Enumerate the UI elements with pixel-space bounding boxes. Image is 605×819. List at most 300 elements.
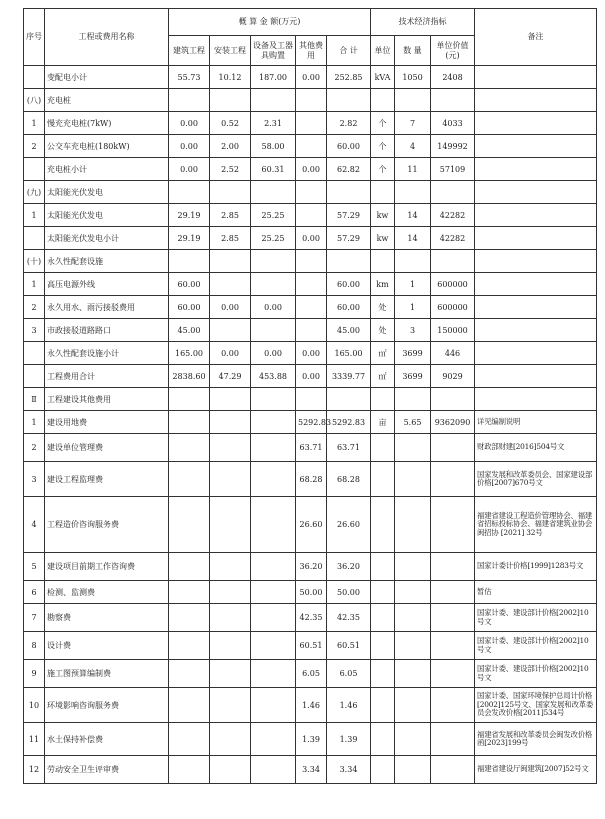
cell-total: 50.00 <box>327 581 371 604</box>
cell-total <box>327 181 371 204</box>
cell-other: 63.71 <box>296 434 327 462</box>
cell-qty <box>395 660 431 688</box>
cell-construction <box>169 660 210 688</box>
cell-name: 太阳能光伏发电 <box>45 181 169 204</box>
cell-unit-price: 600000 <box>431 296 475 319</box>
cell-qty <box>395 388 431 411</box>
cell-unit-price <box>431 553 475 581</box>
cell-seq: 1 <box>24 411 45 434</box>
cell-unit <box>371 688 395 723</box>
cell-name: 充电桩小计 <box>45 158 169 181</box>
cell-seq: 6 <box>24 581 45 604</box>
cell-remark: 福建省建设工程造价管理协会、福建省招标投标协会、福建省建筑业协会 闽招协 [2021] 32号 <box>475 497 597 553</box>
table-row <box>24 632 597 660</box>
cell-other <box>296 250 327 273</box>
cell-name: 慢充充电桩(7kW) <box>45 112 169 135</box>
cell-name: 建设工程监理费 <box>45 462 169 497</box>
cell-name: 永久性配套设施小计 <box>45 342 169 365</box>
cell-total: 68.28 <box>327 462 371 497</box>
cell-qty: 11 <box>395 158 431 181</box>
cell-qty <box>395 632 431 660</box>
cell-construction <box>169 581 210 604</box>
cell-construction <box>169 434 210 462</box>
cell-other <box>296 204 327 227</box>
cell-seq <box>24 66 45 89</box>
cell-equipment <box>251 89 296 112</box>
cell-unit <box>371 388 395 411</box>
cell-unit-price <box>431 660 475 688</box>
cell-installation <box>210 462 251 497</box>
cell-qty <box>395 497 431 553</box>
table-row <box>24 89 597 112</box>
cell-remark: 国家发展和改革委员会、国家建设部价格[2007]670号文 <box>475 462 597 497</box>
cell-name: 公交车充电桩(180kW) <box>45 135 169 158</box>
cell-name: 工程造价咨询服务费 <box>45 497 169 553</box>
cell-unit <box>371 756 395 784</box>
cell-equipment: 2.31 <box>251 112 296 135</box>
cell-qty <box>395 89 431 112</box>
cell-remark: 国家计委、国家环境保护总局计价格[2002]125号文、国家发展和改革委员会发改价格[2011]534号 <box>475 688 597 723</box>
cell-other <box>296 273 327 296</box>
cell-unit: kw <box>371 227 395 250</box>
cell-remark <box>475 227 597 250</box>
cell-remark <box>475 342 597 365</box>
table-row <box>24 660 597 688</box>
cell-qty <box>395 462 431 497</box>
cell-unit <box>371 89 395 112</box>
table-row <box>24 688 597 723</box>
cell-qty <box>395 181 431 204</box>
cell-total: 60.00 <box>327 135 371 158</box>
cell-seq: 2 <box>24 296 45 319</box>
cell-seq: (十) <box>24 250 45 273</box>
cell-equipment: 25.25 <box>251 227 296 250</box>
cell-qty: 5.65 <box>395 411 431 434</box>
header-name: 工程或费用名称 <box>45 9 169 66</box>
cell-equipment <box>251 497 296 553</box>
cell-installation <box>210 273 251 296</box>
cell-equipment <box>251 632 296 660</box>
cell-total: 26.60 <box>327 497 371 553</box>
cell-installation: 0.52 <box>210 112 251 135</box>
cell-unit: kw <box>371 204 395 227</box>
cell-remark <box>475 158 597 181</box>
cell-name: 工程建设其他费用 <box>45 388 169 411</box>
cell-unit-price <box>431 688 475 723</box>
cell-seq: 1 <box>24 112 45 135</box>
cell-seq: 1 <box>24 204 45 227</box>
cell-unit-price <box>431 581 475 604</box>
cell-construction <box>169 462 210 497</box>
cell-other <box>296 112 327 135</box>
cell-name: 市政接驳道路路口 <box>45 319 169 342</box>
cell-construction <box>169 688 210 723</box>
cell-installation <box>210 604 251 632</box>
cell-seq: 9 <box>24 660 45 688</box>
header-construction: 建筑工程 <box>169 36 210 66</box>
table-row <box>24 296 597 319</box>
cell-unit-price <box>431 462 475 497</box>
cell-remark <box>475 181 597 204</box>
cell-name: 太阳能光伏发电小计 <box>45 227 169 250</box>
cell-unit <box>371 660 395 688</box>
cell-seq: 5 <box>24 553 45 581</box>
cell-remark: 国家计委计价格[1999]1283号文 <box>475 553 597 581</box>
cell-name: 施工图预算编制费 <box>45 660 169 688</box>
cell-installation <box>210 319 251 342</box>
cell-other: 0.00 <box>296 365 327 388</box>
cell-installation <box>210 632 251 660</box>
cell-qty <box>395 553 431 581</box>
cell-qty: 1 <box>395 273 431 296</box>
cell-name: 勘察费 <box>45 604 169 632</box>
cell-equipment <box>251 434 296 462</box>
cell-unit-price: 149992 <box>431 135 475 158</box>
cell-other <box>296 388 327 411</box>
table-body <box>24 66 597 784</box>
header-other: 其他费用 <box>296 36 327 66</box>
table-row <box>24 388 597 411</box>
cell-total: 60.51 <box>327 632 371 660</box>
cell-installation <box>210 553 251 581</box>
cell-total: 42.35 <box>327 604 371 632</box>
cell-construction <box>169 756 210 784</box>
cell-name: 建设项目前期工作咨询费 <box>45 553 169 581</box>
header-unit: 单位 <box>371 36 395 66</box>
cell-total: 2.82 <box>327 112 371 135</box>
cell-installation <box>210 411 251 434</box>
cell-total: 1.46 <box>327 688 371 723</box>
cell-installation: 2.85 <box>210 227 251 250</box>
cell-unit <box>371 604 395 632</box>
cell-qty: 14 <box>395 227 431 250</box>
cell-total: 3.34 <box>327 756 371 784</box>
cell-unit-price: 42282 <box>431 204 475 227</box>
cell-qty <box>395 581 431 604</box>
cell-installation <box>210 89 251 112</box>
cell-construction: 0.00 <box>169 158 210 181</box>
cell-other: 1.39 <box>296 723 327 756</box>
cell-remark: 福建省发展和改革委员会闽发改价格函[2023]199号 <box>475 723 597 756</box>
cell-seq: 4 <box>24 497 45 553</box>
table-row <box>24 319 597 342</box>
cell-total: 1.39 <box>327 723 371 756</box>
cell-unit <box>371 434 395 462</box>
cell-other <box>296 181 327 204</box>
cell-equipment <box>251 411 296 434</box>
cell-other: 42.35 <box>296 604 327 632</box>
table-row <box>24 181 597 204</box>
header-equipment: 设备及工器具购置 <box>251 36 296 66</box>
cell-remark <box>475 388 597 411</box>
cell-installation <box>210 497 251 553</box>
cell-unit-price <box>431 723 475 756</box>
cell-equipment: 0.00 <box>251 296 296 319</box>
cell-equipment <box>251 181 296 204</box>
cell-unit <box>371 181 395 204</box>
cell-installation <box>210 688 251 723</box>
cell-qty: 1 <box>395 296 431 319</box>
cell-construction <box>169 604 210 632</box>
cell-unit-price <box>431 756 475 784</box>
cell-equipment <box>251 581 296 604</box>
header-unit-price: 单位价值(元) <box>431 36 475 66</box>
cell-seq: 1 <box>24 273 45 296</box>
cell-unit-price <box>431 632 475 660</box>
table-row <box>24 411 597 434</box>
cell-name: 永久用水、雨污接驳费用 <box>45 296 169 319</box>
cell-unit <box>371 250 395 273</box>
cell-unit <box>371 723 395 756</box>
cell-installation: 2.85 <box>210 204 251 227</box>
table-row <box>24 604 597 632</box>
table-row <box>24 66 597 89</box>
cell-equipment: 25.25 <box>251 204 296 227</box>
cell-installation <box>210 660 251 688</box>
cell-unit-price <box>431 89 475 112</box>
cell-unit <box>371 553 395 581</box>
table-row <box>24 158 597 181</box>
cell-installation: 10.12 <box>210 66 251 89</box>
cell-name: 高压电源外线 <box>45 273 169 296</box>
cell-unit: 个 <box>371 112 395 135</box>
cell-name: 工程费用合计 <box>45 365 169 388</box>
cell-seq: (九) <box>24 181 45 204</box>
cell-unit-price: 9029 <box>431 365 475 388</box>
cell-unit: 处 <box>371 319 395 342</box>
cell-name: 永久性配套设施 <box>45 250 169 273</box>
cell-seq <box>24 365 45 388</box>
cell-unit-price <box>431 388 475 411</box>
table-row <box>24 204 597 227</box>
cell-equipment: 0.00 <box>251 342 296 365</box>
table-row <box>24 250 597 273</box>
cell-seq: 3 <box>24 319 45 342</box>
cell-construction <box>169 723 210 756</box>
cell-other: 50.00 <box>296 581 327 604</box>
cell-unit: 个 <box>371 135 395 158</box>
cell-installation <box>210 434 251 462</box>
cell-seq: Ⅱ <box>24 388 45 411</box>
cell-other: 0.00 <box>296 158 327 181</box>
cell-remark: 国家计委、建设部计价格[2002]10号文 <box>475 604 597 632</box>
cell-unit <box>371 462 395 497</box>
table-row <box>24 434 597 462</box>
cell-total: 3339.77 <box>327 365 371 388</box>
cell-other: 60.51 <box>296 632 327 660</box>
cell-total: 6.05 <box>327 660 371 688</box>
cell-other: 0.00 <box>296 342 327 365</box>
estimate-sheet <box>23 8 597 784</box>
cell-total: 60.00 <box>327 296 371 319</box>
cell-name: 太阳能光伏发电 <box>45 204 169 227</box>
cell-unit-price: 600000 <box>431 273 475 296</box>
cell-qty <box>395 250 431 273</box>
table-row <box>24 112 597 135</box>
cell-total: 36.20 <box>327 553 371 581</box>
cell-other: 36.20 <box>296 553 327 581</box>
cell-total: 63.71 <box>327 434 371 462</box>
header-installation: 安装工程 <box>210 36 251 66</box>
cell-other: 0.00 <box>296 227 327 250</box>
cell-installation: 2.00 <box>210 135 251 158</box>
cell-construction <box>169 250 210 273</box>
cell-total: 62.82 <box>327 158 371 181</box>
cell-equipment <box>251 273 296 296</box>
table-row <box>24 365 597 388</box>
cell-qty: 4 <box>395 135 431 158</box>
cell-installation: 0.00 <box>210 296 251 319</box>
cell-construction: 165.00 <box>169 342 210 365</box>
cell-unit: 个 <box>371 158 395 181</box>
cell-equipment <box>251 319 296 342</box>
header-seq: 序号 <box>24 9 45 66</box>
table-row <box>24 462 597 497</box>
table-row <box>24 497 597 553</box>
cell-equipment <box>251 756 296 784</box>
cell-installation <box>210 250 251 273</box>
cell-construction <box>169 632 210 660</box>
cell-unit-price: 57109 <box>431 158 475 181</box>
cell-unit-price <box>431 604 475 632</box>
cell-construction: 0.00 <box>169 135 210 158</box>
cell-seq: 12 <box>24 756 45 784</box>
cell-name: 水土保持补偿费 <box>45 723 169 756</box>
cell-qty: 3699 <box>395 342 431 365</box>
cell-qty <box>395 688 431 723</box>
cell-seq: 7 <box>24 604 45 632</box>
cell-other: 1.46 <box>296 688 327 723</box>
cell-remark: 详见编制说明 <box>475 411 597 434</box>
cell-seq: 3 <box>24 462 45 497</box>
cell-construction: 55.73 <box>169 66 210 89</box>
table-row <box>24 342 597 365</box>
cell-total: 60.00 <box>327 273 371 296</box>
header-estimate-group: 概 算 金 额(万元) <box>169 9 371 36</box>
cell-name: 环境影响咨询服务费 <box>45 688 169 723</box>
cell-seq: 2 <box>24 434 45 462</box>
cell-seq: (八) <box>24 89 45 112</box>
cell-remark <box>475 296 597 319</box>
cell-construction: 60.00 <box>169 273 210 296</box>
cell-name: 检测、监测费 <box>45 581 169 604</box>
table-row <box>24 723 597 756</box>
cell-remark: 福建省建设厅闽建筑[2007]52号文 <box>475 756 597 784</box>
cell-other: 5292.83 <box>296 411 327 434</box>
cell-other: 68.28 <box>296 462 327 497</box>
cell-construction: 29.19 <box>169 227 210 250</box>
cell-installation <box>210 388 251 411</box>
cell-name: 建设单位管理费 <box>45 434 169 462</box>
cell-other: 26.60 <box>296 497 327 553</box>
cell-unit-price: 4033 <box>431 112 475 135</box>
cell-construction <box>169 553 210 581</box>
cell-construction <box>169 411 210 434</box>
cell-unit-price: 42282 <box>431 227 475 250</box>
cell-unit: km <box>371 273 395 296</box>
cell-unit <box>371 581 395 604</box>
cell-construction <box>169 89 210 112</box>
cell-unit-price: 150000 <box>431 319 475 342</box>
table-row <box>24 135 597 158</box>
header-remark: 备注 <box>475 9 597 66</box>
cell-other: 6.05 <box>296 660 327 688</box>
table-row <box>24 581 597 604</box>
cell-total <box>327 250 371 273</box>
cell-qty: 7 <box>395 112 431 135</box>
cell-seq: 8 <box>24 632 45 660</box>
table-row <box>24 227 597 250</box>
cell-total <box>327 388 371 411</box>
cell-unit-price: 9362090 <box>431 411 475 434</box>
cell-other <box>296 135 327 158</box>
table-row <box>24 553 597 581</box>
cell-unit-price <box>431 181 475 204</box>
cell-other: 0.00 <box>296 66 327 89</box>
cell-remark <box>475 204 597 227</box>
cell-equipment: 453.88 <box>251 365 296 388</box>
cell-installation <box>210 581 251 604</box>
cell-construction: 29.19 <box>169 204 210 227</box>
cell-name: 劳动安全卫生评审费 <box>45 756 169 784</box>
cell-seq: 11 <box>24 723 45 756</box>
cell-seq <box>24 342 45 365</box>
cell-installation <box>210 181 251 204</box>
cell-name: 变配电小计 <box>45 66 169 89</box>
cell-remark <box>475 66 597 89</box>
cell-qty: 14 <box>395 204 431 227</box>
cell-construction: 0.00 <box>169 112 210 135</box>
cell-unit-price <box>431 434 475 462</box>
cell-unit: ㎡ <box>371 365 395 388</box>
cell-unit <box>371 497 395 553</box>
cell-seq <box>24 227 45 250</box>
cell-seq: 2 <box>24 135 45 158</box>
cell-unit-price <box>431 497 475 553</box>
cell-remark: 财政部财建[2016]504号文 <box>475 434 597 462</box>
cell-equipment <box>251 250 296 273</box>
table-row <box>24 756 597 784</box>
cell-construction: 60.00 <box>169 296 210 319</box>
cell-unit-price: 2408 <box>431 66 475 89</box>
cell-remark: 国家计委、建设部计价格[2002]10号文 <box>475 632 597 660</box>
cell-equipment <box>251 688 296 723</box>
cell-installation <box>210 723 251 756</box>
cell-installation: 0.00 <box>210 342 251 365</box>
cell-unit: 亩 <box>371 411 395 434</box>
cell-remark: 国家计委、建设部计价格[2002]10号文 <box>475 660 597 688</box>
cell-total: 5292.83 <box>327 411 371 434</box>
cell-construction <box>169 181 210 204</box>
cell-construction <box>169 497 210 553</box>
cell-construction: 2838.60 <box>169 365 210 388</box>
estimate-table <box>23 8 597 784</box>
cell-remark <box>475 112 597 135</box>
cell-total: 252.85 <box>327 66 371 89</box>
cell-equipment <box>251 388 296 411</box>
cell-total: 165.00 <box>327 342 371 365</box>
cell-other <box>296 319 327 342</box>
cell-equipment <box>251 723 296 756</box>
cell-equipment <box>251 660 296 688</box>
cell-total <box>327 89 371 112</box>
cell-construction: 45.00 <box>169 319 210 342</box>
cell-unit-price: 446 <box>431 342 475 365</box>
cell-unit-price <box>431 250 475 273</box>
cell-total: 45.00 <box>327 319 371 342</box>
cell-other: 3.34 <box>296 756 327 784</box>
cell-total: 57.29 <box>327 204 371 227</box>
